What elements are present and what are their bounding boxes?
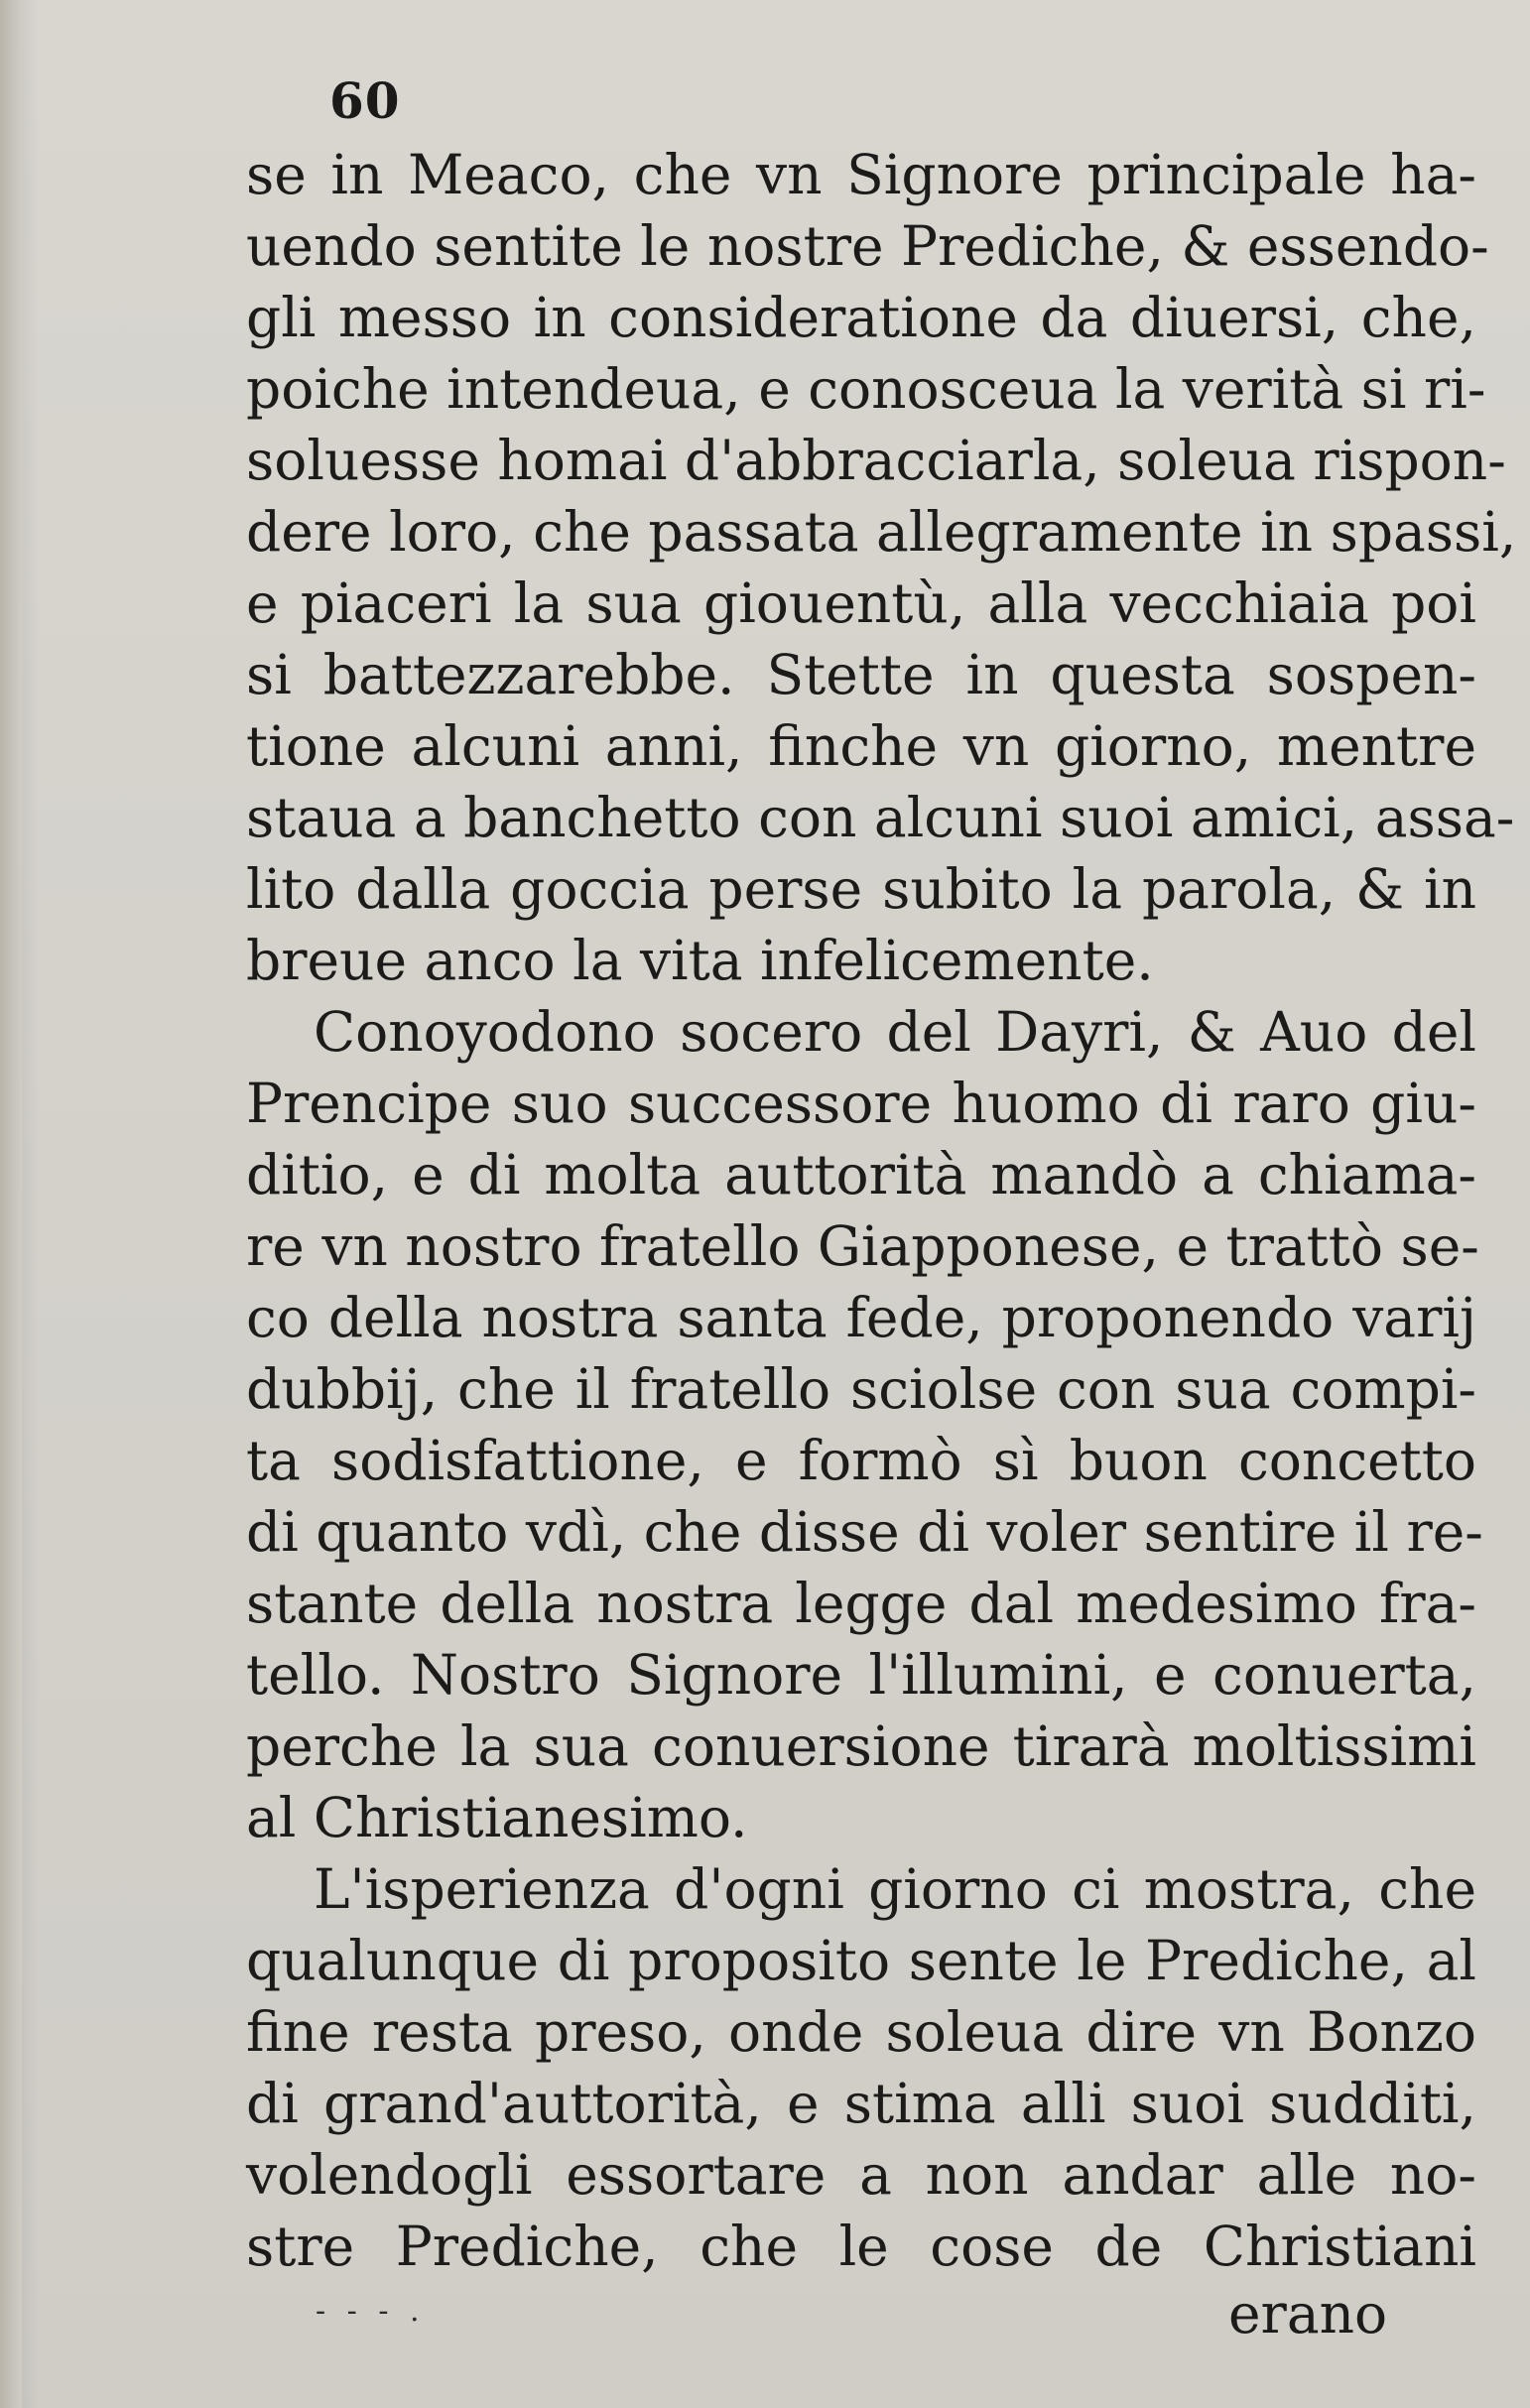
text-line: re vn nostro fratello Giapponese, e trattò se- [246,1214,1479,1278]
text-line: perche la sua conuersione tirarà moltissimi [246,1714,1476,1778]
text-line: L'isperienza d'ogni giorno ci mostra, che [314,1857,1476,1921]
text-line: co della nostra santa fede, proponendo varij [246,1286,1476,1349]
text-line: tello. Nostro Signore l'illumini, e conuerta, [246,1643,1476,1707]
text-line: stante della nostra legge dal medesimo fra- [246,1572,1476,1635]
text-line: soluesse homai d'abbracciarla, soleua rispon- [246,429,1506,492]
text-line: staua a banchetto con alcuni suoi amici, assa- [246,786,1515,849]
text-line: ta sodisfattione, e formò sì buon concetto [246,1429,1476,1492]
text-line: stre Prediche, che le cose de Christiani [246,2215,1476,2278]
text-line: uendo sentite le nostre Prediche, & essendo- [246,214,1489,278]
text-line: poiche intendeua, e conosceua la verità si ri- [246,357,1486,421]
footer-mark: - - - . [316,2294,426,2329]
catchword: erano [1228,2282,1388,2345]
text-line: Conoyodono socero del Dayri, & Auo del [314,1000,1476,1064]
text-line: breue anco la vita infelicemente. [246,929,1154,992]
text-line: tione alcuni anni, finche vn giorno, mentre [246,714,1476,778]
text-line: se in Meaco, che vn Signore principale ha- [246,143,1476,206]
text-line: qualunque di proposito sente le Prediche, al [246,1929,1476,1992]
text-line: dubbij, che il fratello sciolse con sua compi- [246,1357,1476,1421]
text-line: gli messo in consideratione da diuersi, che, [246,286,1476,349]
text-line: lito dalla goccia perse subito la parola, & in [246,857,1476,921]
text-line: di quanto vdì, che disse di voler sentire il re- [246,1500,1483,1564]
text-line: al Christianesimo. [246,1786,748,1849]
text-line: ditio, e di molta auttorità mandò a chiama- [246,1143,1476,1206]
page-number: 60 [329,71,401,130]
text-line: si battezzarebbe. Stette in questa sospen- [246,643,1476,706]
text-line: e piaceri la sua giouentù, alla vecchiaia poi [246,571,1476,635]
text-line: Prencipe suo successore huomo di raro giu- [246,1072,1476,1135]
text-line: di grand'auttorità, e stima alli suoi sudditi, [246,2072,1476,2135]
text-line: volendogli essortare a non andar alle no- [246,2143,1476,2207]
body-text [246,139,1517,2282]
text-line: fine resta preso, onde soleua dire vn Bonzo [246,2000,1476,2064]
binding-edge [0,0,22,2408]
text-line: dere loro, che passata allegramente in spassi, [246,500,1517,564]
